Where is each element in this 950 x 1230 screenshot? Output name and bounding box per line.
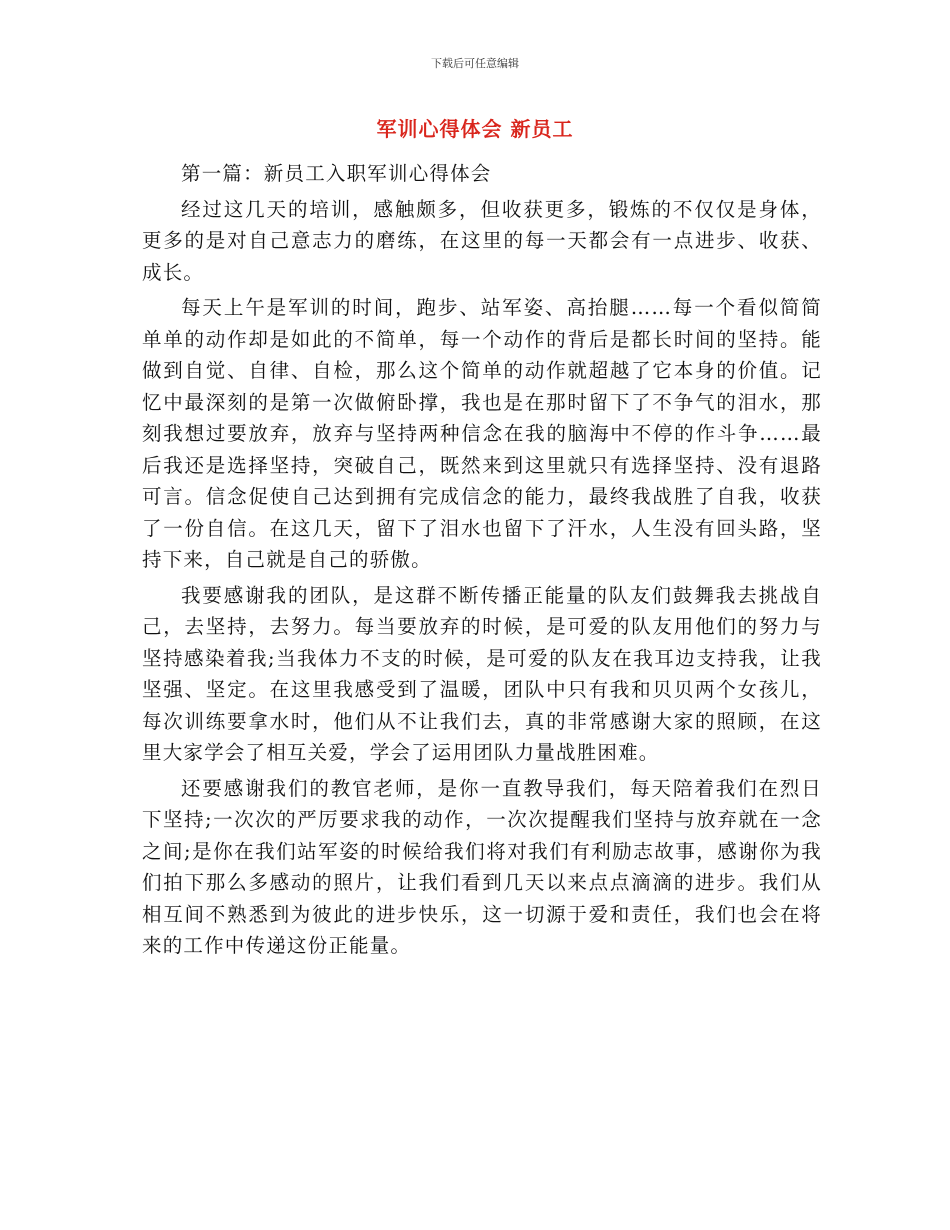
- paragraph: 还要感谢我们的教官老师，是你一直教导我们，每天陪着我们在烈日下坚持;一次次的严厉要求我的动作，一次次提醒我们坚持与放弃就在一念之间;是你在我们站军姿的时候给我们将对我们有利励志故事，感谢你为我们拍下那么多感动的照片，让我们看到几天以来点点滴滴的进步。我们从相互间不熟悉到为彼此的进步快乐，这一切源于爱和责任，我们也会在将来的工作中传递这份正能量。: [142, 776, 822, 957]
- paragraph: 我要感谢我的团队，是这群不断传播正能量的队友们鼓舞我去挑战自己，去坚持，去努力。每当要放弃的时候，是可爱的队友用他们的努力与坚持感染着我;当我体力不支的时候，是可爱的队友在我耳边支持我，让我坚强、坚定。在这里我感受到了温暖，团队中只有我和贝贝两个女孩儿，每次训练要拿水时，他们从不让我们去，真的非常感谢大家的照顾，在这里大家学会了相互关爱，学会了运用团队力量战胜困难。: [142, 583, 822, 764]
- section-subheading: 第一篇：新员工入职军训心得体会: [181, 162, 492, 185]
- page-header-note: 下载后可任意编辑: [431, 57, 519, 70]
- paragraph: 每天上午是军训的时间，跑步、站军姿、高抬腿……每一个看似简简单单的动作却是如此的不简单，每一个动作的背后是都长时间的坚持。能做到自觉、自律、自检，那么这个简单的动作就超越了它本身的价值。记忆中最深刻的是第一次做俯卧撑，我也是在那时留下了不争气的泪水，那刻我想过要放弃，放弃与坚持两种信念在我的脑海中不停的作斗争……最后我还是选择坚持，突破自己，既然来到这里就只有选择坚持、没有退路可言。信念促使自己达到拥有完成信念的能力，最终我战胜了自我，收获了一份自信。在这几天，留下了泪水也留下了汗水，人生没有回头路，坚持下来，自己就是自己的骄傲。: [142, 296, 822, 571]
- document-body: [142, 158, 822, 962]
- document-title: 军训心得体会 新员工: [376, 117, 574, 141]
- paragraph: 经过这几天的培训，感触颇多，但收获更多，锻炼的不仅仅是身体，更多的是对自己意志力的磨练，在这里的每一天都会有一点进步、收获、成长。: [142, 197, 822, 284]
